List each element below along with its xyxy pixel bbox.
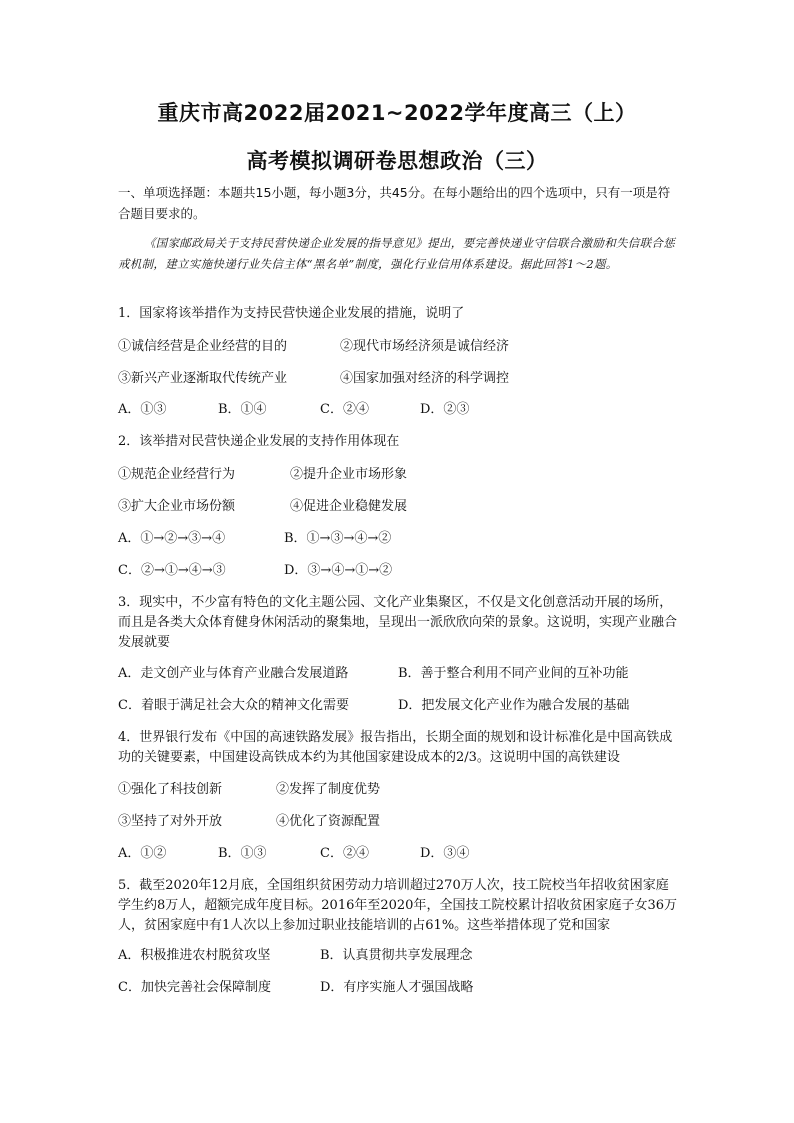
- q1-option-c: C．②④: [320, 402, 369, 417]
- q2-statement-1: ①规范企业经营行为: [118, 467, 236, 482]
- q4-option-d: D．③④: [420, 846, 470, 861]
- q5-option-a: A．积极推进农村脱贫攻坚: [118, 948, 271, 963]
- q2-option-a: A．①→②→③→④: [118, 531, 226, 546]
- q4-statement-1: ①强化了科技创新: [118, 782, 223, 797]
- q4-option-b: B．①③: [218, 846, 267, 861]
- q1-statement-3: ③新兴产业逐渐取代传统产业: [118, 371, 288, 386]
- q1-option-b: B．①④: [218, 402, 267, 417]
- reading-passage: [118, 233, 678, 275]
- q1-option-a: A．①③: [118, 402, 167, 417]
- q1-stem: 1．国家将该举措作为支持民营快递企业发展的措施，说明了: [118, 306, 465, 321]
- q1-option-d: D．②③: [420, 402, 470, 417]
- q4-option-a: A．①②: [118, 846, 167, 861]
- q3-option-a: A．走文创产业与体育产业融合发展道路: [118, 666, 349, 681]
- q4-statement-4: ④优化了资源配置: [276, 814, 381, 829]
- q3-stem: 3．现实中，不少富有特色的文化主题公园、文化产业集聚区，不仅是文化创意活动开展的场所，而且是各类大众体育健身休闲活动的聚集地，呈现出一派欣欣向荣的景象。这说明，实现产业融合发展就要: [118, 595, 678, 650]
- section-instructions: 一、单项选择题：本题共15小题，每小题3分，共45分。在每小题给出的四个选项中，只有一项是符合题目要求的。: [118, 185, 671, 221]
- q3-option-d: D．把发展文化产业作为融合发展的基础: [398, 698, 630, 713]
- q5-stem: 5．截至2020年12月底，全国组织贫困劳动力培训超过270万人次，技工院校当年招收贫困家庭学生约8万人，超额完成年度目标。2016年至2020年，全国技工院校累计招收贫困家庭子女36万人，贫困家庭中有1人次以上参加过职业技能培训的占61%。这些举措体现了党和国家: [118, 878, 677, 933]
- q1-statement-2: ②现代市场经济须是诚信经济: [340, 339, 510, 354]
- q1-statement-4: ④国家加强对经济的科学调控: [340, 371, 510, 386]
- q3-option-c: C．着眼于满足社会大众的精神文化需要: [118, 698, 349, 713]
- q5-option-b: B．认真贯彻共享发展理念: [320, 948, 473, 963]
- q2-statement-4: ④促进企业稳健发展: [290, 499, 408, 514]
- q4-option-c: C．②④: [320, 846, 369, 861]
- q4-statement-2: ②发挥了制度优势: [276, 782, 381, 797]
- q5-option-d: D．有序实施人才强国战略: [320, 980, 474, 995]
- passage-text: 《国家邮政局关于支持民营快递企业发展的指导意见》提出，要完善快递业守信联合激励和失信联合惩戒机制，建立实施快递行业失信主体“黑名单”制度，强化行业信用体系建设。据此回答1～2题。: [118, 236, 675, 271]
- q3-option-b: B．善于整合利用不同产业间的互补功能: [398, 666, 629, 681]
- q5-option-c: C．加快完善社会保障制度: [118, 980, 271, 995]
- q2-option-b: B．①→③→④→②: [284, 531, 392, 546]
- q2-statement-3: ③扩大企业市场份额: [118, 499, 236, 514]
- exam-title: 重庆市高2022届2021~2022学年度高三（上）: [157, 101, 637, 125]
- q2-option-d: D．③→④→①→②: [284, 563, 393, 578]
- exam-subtitle: 高考模拟调研卷思想政治（三）: [246, 149, 548, 173]
- q2-stem: 2．该举措对民营快递企业发展的支持作用体现在: [118, 434, 400, 449]
- q1-statement-1: ①诚信经营是企业经营的目的: [118, 339, 288, 354]
- q2-option-c: C．②→①→④→③: [118, 563, 226, 578]
- q2-statement-2: ②提升企业市场形象: [290, 467, 408, 482]
- q4-stem: 4．世界银行发布《中国的高速铁路发展》报告指出，长期全面的规划和设计标准化是中国高铁成功的关键要素，中国建设高铁成本约为其他国家建设成本的2/3。这说明中国的高铁建设: [118, 730, 673, 765]
- q4-statement-3: ③坚持了对外开放: [118, 814, 223, 829]
